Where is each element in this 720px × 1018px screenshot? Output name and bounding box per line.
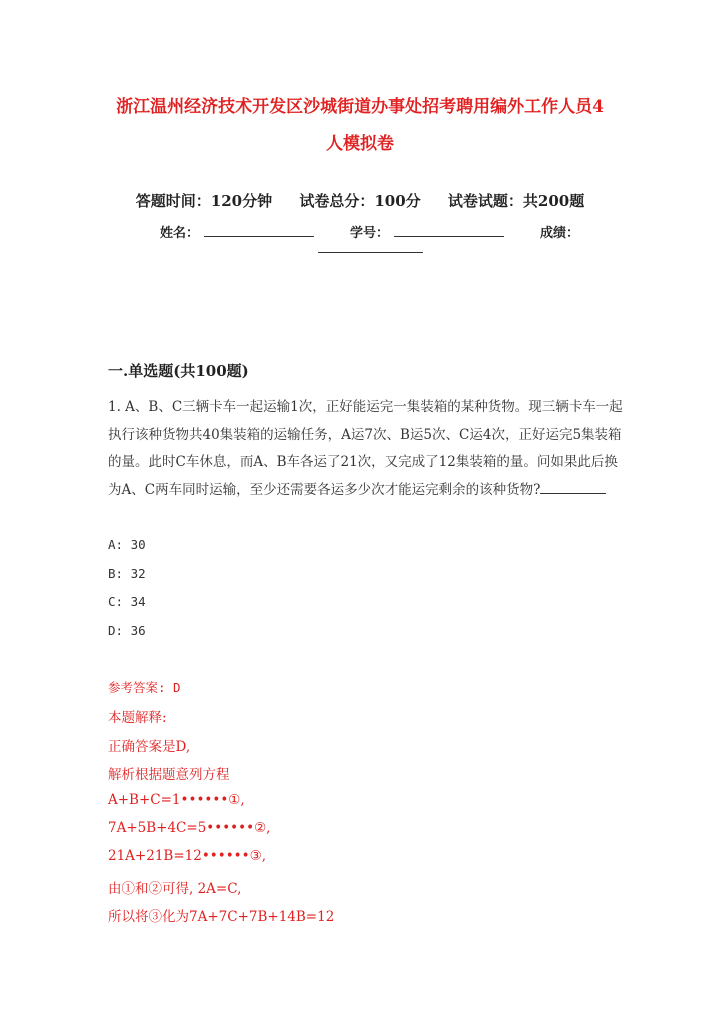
question-1 [108,394,624,504]
page-title-line-1: 浙江温州经济技术开发区沙城街道办事处招考聘用编外工作人员4 [116,97,604,117]
section-heading: 一.单选题(共100题) [108,362,249,380]
question-text: 1. A、B、C三辆卡车一起运输1次，正好能运完一集装箱的某种货物。现三辆卡车一起执行该种货物共40集装箱的运输任务，A运7次、B运5次、C运4次，正好运完5集装箱的量。此时C车休息，而A、B车各运了21次，又完成了12集装箱的量。问如果此后换为A、C两车同时运输，至少还需要各运多少次才能运完剩余的该种货物? [108,399,623,498]
explanation-line: 由①和②可得, 2A=C, [108,881,242,897]
student-id-label: 学号： [350,226,390,241]
option-c[interactable]: C: 34 [108,594,146,609]
option-d[interactable]: D: 36 [108,623,146,638]
exam-question-count: 试卷试题：共200题 [447,192,585,210]
exam-meta [0,190,720,211]
explanation-line: 解析根据题意列方程 [108,767,230,783]
explanation-line: 所以将③化为7A+7C+7B+14B=12 [108,909,335,925]
student-id-input-line[interactable] [394,236,504,237]
explanation-label: 本题解释: [108,710,167,726]
equation-1: A+B+C=1••••••①, [108,792,245,808]
name-label: 姓名： [160,226,200,241]
explanation-line: 正确答案是D, [108,739,191,755]
equation-2: 7A+5B+4C=5••••••②, [108,820,271,836]
option-a[interactable]: A: 30 [108,537,146,552]
exam-total-score: 试卷总分：100分 [299,192,421,210]
exam-time: 答题时间：120分钟 [135,192,273,210]
score-label: 成绩： [540,226,580,241]
page-title-line-2: 人模拟卷 [326,134,394,154]
reference-answer: 参考答案: D [108,680,181,695]
equation-3: 21A+21B=12••••••③, [108,848,266,864]
option-b[interactable]: B: 32 [108,566,146,581]
score-input-line[interactable] [318,252,423,253]
answer-blank[interactable] [540,481,606,494]
name-input-line[interactable] [204,236,314,237]
